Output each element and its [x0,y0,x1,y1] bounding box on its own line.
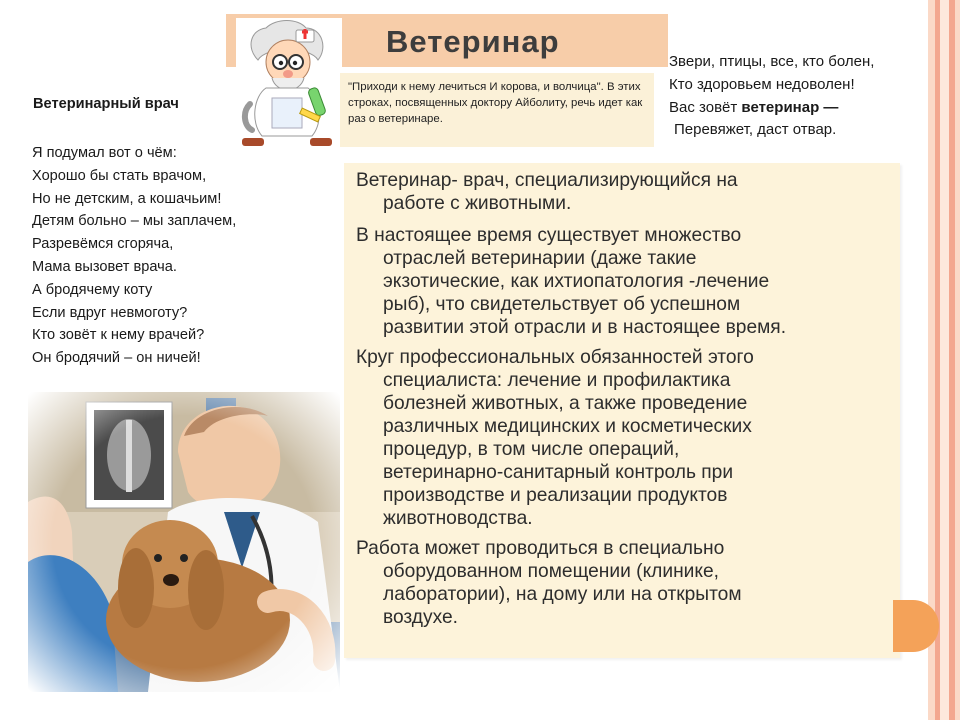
decor-stripe [940,0,949,720]
info-paragraph [356,169,888,215]
poem-right-bold: ветеринар — [741,98,839,116]
slide-title: Ветеринар [386,24,560,59]
info-line: работе с животными. [383,193,572,214]
poem-line: А бродячему коту [32,281,153,298]
info-paragraph [356,346,888,530]
info-box [344,163,900,658]
info-line: Работа может проводиться в специально [356,538,725,559]
vet-photo [28,392,340,692]
poem-line: Он бродячий – он ничей! [32,350,201,367]
info-line: производстве и реализации продуктов [383,485,728,506]
info-line: оборудованном помещении (клинике, [383,561,720,582]
poem-right-line: Кто здоровьем недоволен! [669,75,855,93]
info-line: Круг профессиональных обязанностей этого [356,347,754,368]
left-heading: Ветеринарный врач [33,96,179,112]
info-line: лаборатории), на дому или на открытом [383,584,742,605]
info-line: ветеринарно-санитарный контроль при [383,462,734,483]
poem-line: Разревёмся сгоряча, [32,236,174,253]
poem-line: Если вдруг невмоготу? [32,304,188,321]
poem-line: Мама вызовет врача. [32,258,177,275]
poem-right-line: Перевяжет, даст отвар. [674,121,837,139]
poem-line: Хорошо бы стать врачом, [32,167,207,184]
poem-left [32,142,236,370]
decor-stripe [955,0,960,720]
poem-right-line-3 [669,97,874,120]
poem-line: Детям больно – мы заплачем, [32,213,237,230]
poem-right-line: Звери, птицы, все, кто болен, [669,53,875,70]
info-line: отраслей ветеринарии (даже такие [383,248,697,269]
info-line: процедур, в том числе операций, [383,439,680,460]
info-line: различных медицинских и косметических [383,416,752,437]
poem-right-prefix: Вас зовёт [669,98,742,116]
info-line: животноводства. [383,508,533,529]
doctor-illustration [236,18,342,148]
poem-line: Кто зовёт к нему врачей? [32,327,205,344]
info-line: экзотические, как ихтиопатология -лечение [383,271,770,292]
info-paragraph [356,537,888,629]
info-line: развитии этой отрасли и в настоящее время. [383,317,787,338]
quote-box: "Приходи к нему лечиться И корова, и волчица". В этих строках, посвященных доктору Айболиту, речь идет как раз о ветеринаре. [340,73,654,147]
info-line: Ветеринар- врач, специализирующийся на [356,170,738,191]
info-line: болезней животных, а также проведение [383,393,748,414]
info-line: В настоящее время существует множество [356,225,742,246]
poem-line: Но не детским, а кошачьим! [32,190,222,207]
info-line: воздухе. [383,607,458,628]
info-line: специалиста: лечение и профилактика [383,370,731,391]
info-line: рыб), что свидетельствует об успешном [383,294,741,315]
poem-line: Я подумал вот о чём: [32,145,177,161]
info-paragraph [356,224,888,339]
poem-right [669,51,874,142]
